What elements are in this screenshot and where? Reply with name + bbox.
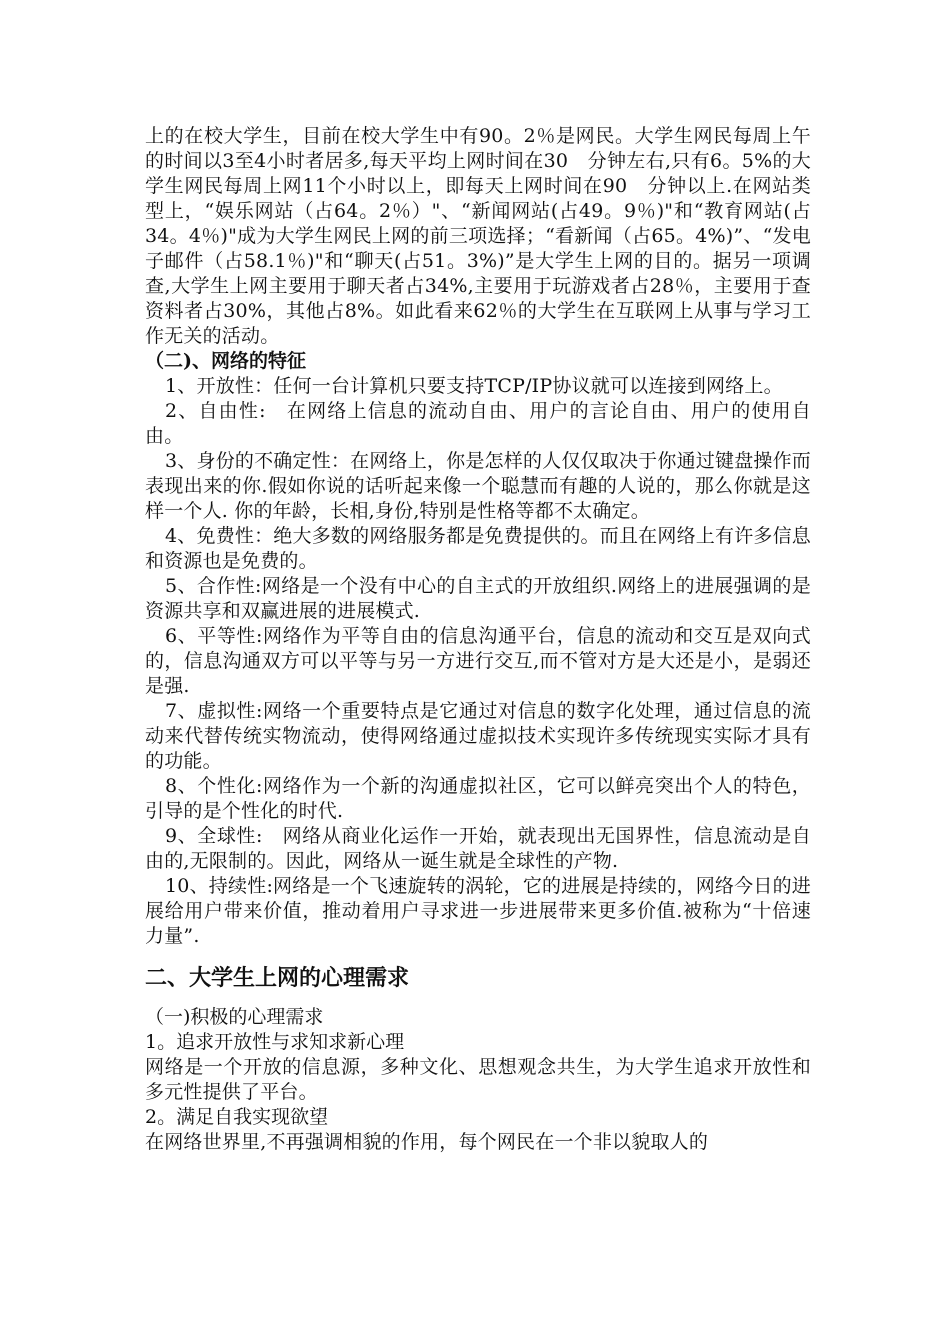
feature-identity-uncertainty: 3、身份的不确定性：在网络上，你是怎样的人仅仅取决于你通过键盘操作而表现出来的你.假如你说的话听起来像一个聪慧而有趣的人说的，那么你就是这样一个人. 你的年龄，长相,身份,特别是性格等都不太确定。 [145, 450, 811, 522]
feature-personalization: 8、个性化:网络作为一个新的沟通虚拟社区，它可以鲜亮突出个人的特色，引导的是个性化的时代. [145, 775, 811, 822]
feature-free-of-charge: 4、免费性：绝大多数的网络服务都是免费提供的。而且在网络上有许多信息和资源也是免费的。 [145, 525, 811, 572]
document-page [145, 124, 811, 1155]
section-2-title: 二、大学生上网的心理需求 [145, 965, 410, 991]
feature-globality: 9、全球性: 网络从商业化运作一开始，就表现出无国界性，信息流动是自由的,无限制的。因此，网络从一诞生就是全球性的产物. [145, 825, 811, 872]
intro-paragraph: 上的在校大学生，目前在校大学生中有90。2％是网民。大学生网民每周上午的时间以3至4小时者居多,每天平均上网时间在30 分钟左右,只有6。5%的大学生网民每周上网11个小时以上，即每天上网时间在90 分钟以上.在网站类型上，“娱乐网站（占64。2％）"、“新闻网站(占49。9％)"和“教育网站(占34。4％)"成为大学生网民上网的前三项选择；“看新闻（占65。4%)”、“发电子邮件（占58.1％)"和“聊天(占51。3%)”是大学生上网的目的。据另一项调查,大学生上网主要用于聊天者占34%,主要用于玩游戏者占28％，主要用于查资料者占30%，其他占8%。如此看来62％的大学生在互联网上从事与学习工作无关的活动。 [145, 125, 811, 347]
features-heading: （二)、网络的特征 [145, 350, 306, 372]
feature-virtuality: 7、虚拟性:网络一个重要特点是它通过对信息的数字化处理，通过信息的流动来代替传统实物流动，使得网络通过虚拟技术实现许多传统现实实际才具有的功能。 [145, 700, 811, 772]
feature-cooperation: 5、合作性:网络是一个没有中心的自主式的开放组织.网络上的进展强调的是资源共享和双赢进展的进展模式. [145, 575, 811, 622]
need-1-text: 网络是一个开放的信息源，多种文化、思想观念共生，为大学生追求开放性和多元性提供了平台。 [145, 1056, 811, 1103]
need-2-title: 2。满足自我实现欲望 [145, 1106, 329, 1128]
feature-continuity: 10、持续性:网络是一个飞速旋转的涡轮，它的进展是持续的，网络今日的进展给用户带来价值，推动着用户寻求进一步进展带来更多价值.被称为“十倍速力量”. [145, 875, 811, 947]
need-2-text: 在网络世界里,不再强调相貌的作用，每个网民在一个非以貌取人的 [145, 1131, 709, 1153]
section-2-subheading: （一)积极的心理需求 [145, 1006, 324, 1028]
need-1-title: 1。追求开放性与求知求新心理 [145, 1031, 405, 1053]
feature-equality: 6、平等性:网络作为平等自由的信息沟通平台，信息的流动和交互是双向式的，信息沟通双方可以平等与另一方进行交互,而不管对方是大还是小，是弱还是强. [145, 625, 811, 697]
feature-openness: 1、开放性：任何一台计算机只要支持TCP/IP协议就可以连接到网络上。 [165, 375, 783, 397]
feature-freedom: 2、自由性: 在网络上信息的流动自由、用户的言论自由、用户的使用自由。 [145, 400, 811, 447]
